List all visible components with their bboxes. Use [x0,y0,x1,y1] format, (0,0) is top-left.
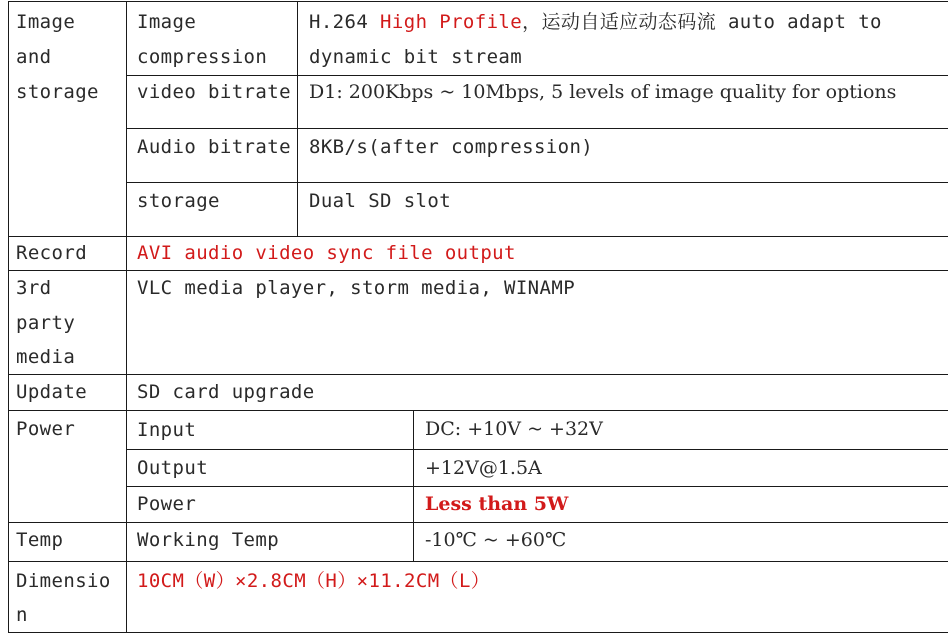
row-divider [126,182,948,183]
param-value-image-compression-line2: dynamic bit stream [309,46,523,68]
param-name-power: Power [137,493,197,515]
value-highlight: High Profile [380,11,523,33]
section-label-image: and [16,46,52,68]
param-value-output: +12V@1.5A [425,457,542,479]
param-name-image-compression: Image [137,11,197,33]
column-divider [126,1,127,633]
section-label-image: Image [16,11,76,33]
section-label-temp: Temp [16,529,64,551]
value-suffix: ，运动自适应动态码流 auto adapt to [522,11,882,33]
param-value-working-temp: -10℃ ~ +60℃ [425,529,567,551]
column-divider [413,410,414,561]
param-name-input: Input [137,419,197,441]
dimension-value: 10CM（W）×2.8CM（H）×11.2CM（L） [137,570,491,592]
param-value-image-compression [309,5,882,40]
section-label-third-party: party [16,312,76,334]
section-label-update: Update [16,381,88,403]
row-divider [8,632,948,633]
row-divider [126,449,948,450]
section-label-record: Record [16,242,88,264]
param-name-working-temp: Working Temp [137,529,280,551]
column-divider [297,1,298,236]
update-value: SD card upgrade [137,381,315,403]
section-label-dimension: n [16,604,28,626]
param-name-storage: storage [137,190,220,212]
param-name-image-compression: compression [137,46,268,68]
section-label-dimension: Dimensio [16,570,111,592]
param-value-input: DC: +10V ~ +32V [425,418,603,440]
row-divider [126,128,948,129]
column-divider [8,1,9,633]
section-label-power: Power [16,418,76,440]
param-value-audio-bitrate: 8KB/s(after compression) [309,136,594,158]
row-divider [8,410,948,411]
record-value: AVI audio video sync file output [137,242,516,264]
section-label-image: storage [16,81,99,103]
section-label-third-party: media [16,346,76,368]
param-name-output: Output [137,457,209,479]
section-label-third-party: 3rd [16,277,52,299]
value-prefix: H.264 [309,11,381,33]
param-value-video-bitrate: D1: 200Kbps ~ 10Mbps, 5 levels of image quality for options [309,81,897,103]
third-party-value: VLC media player, storm media, WINAMP [137,277,576,299]
row-divider [8,1,948,2]
param-value-storage: Dual SD slot [309,190,452,212]
param-name-audio-bitrate: Audio bitrate [137,136,291,158]
param-name-video-bitrate: video bitrate [137,81,291,103]
param-value-power: Less than 5W [425,493,569,515]
row-divider [8,561,948,562]
